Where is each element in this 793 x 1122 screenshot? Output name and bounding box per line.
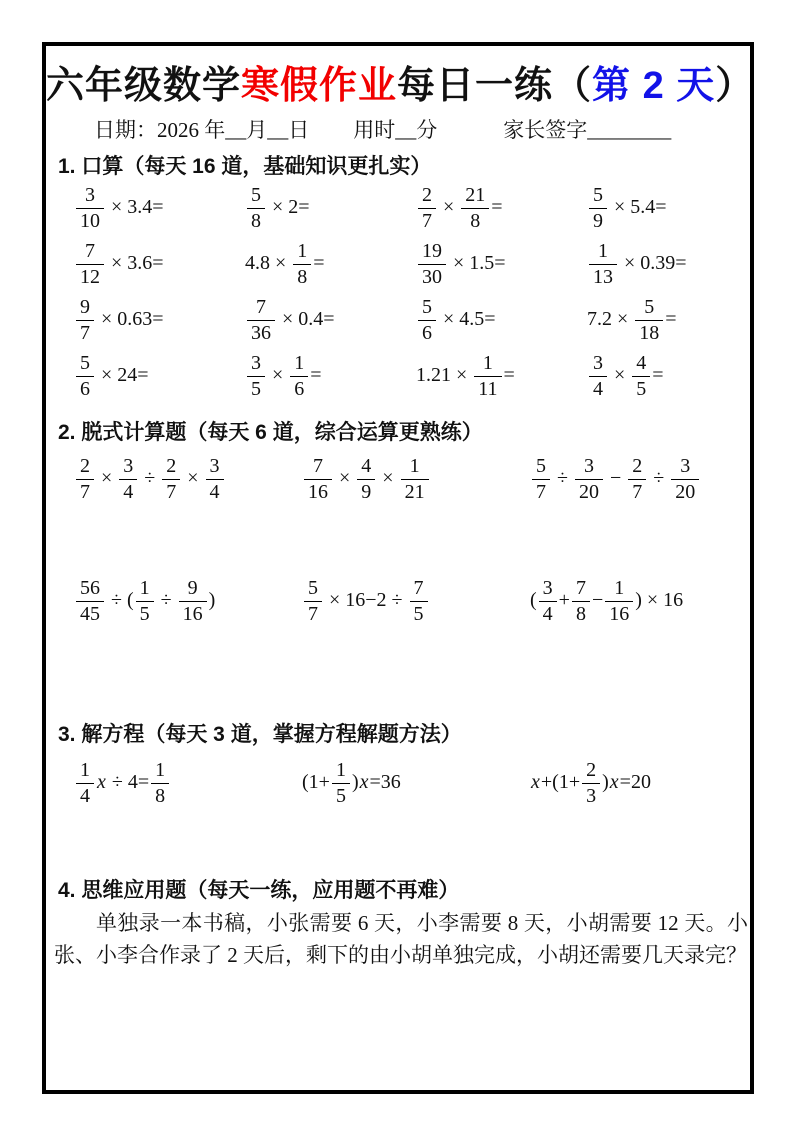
section-3-heading: 3. 解方程（每天 3 道，掌握方程解题方法） xyxy=(58,723,462,746)
math-problem: 4.8 × $\frac{1}{8}$ = xyxy=(245,239,325,288)
parent-signature-field: 家长签字________ xyxy=(503,118,672,142)
math-problem: 1.21 × $\frac{1}{11}$ = xyxy=(416,351,515,400)
title-segment-black: 每日一练（ xyxy=(397,65,593,107)
page-title xyxy=(46,54,755,109)
math-problem: $\frac{19}{30}$ × 1.5= xyxy=(402,236,573,292)
math-problem: $\frac{7}{36}$ × 0.4= xyxy=(231,292,402,348)
date-field: 日期：2026 年__月__日 xyxy=(94,118,310,142)
math-problem: x+(1+ $\frac{2}{3}$ )x=20 xyxy=(531,758,651,807)
stepwise-grid-row2 xyxy=(60,570,744,632)
worksheet-frame xyxy=(42,42,754,1094)
math-problem: $\frac{5}{7}$ × 16−2 ÷ $\frac{7}{5}$ xyxy=(288,570,516,632)
time-field: 用时__分 xyxy=(353,118,438,142)
math-problem: ( $\frac{3}{4}$ + $\frac{7}{8}$ − $\frac{1}{16}$ ) × 16 xyxy=(530,576,684,625)
stepwise-grid-row1 xyxy=(60,448,744,510)
word-problem-text: 单独录一本书稿，小张需要 6 天，小李需要 8 天，小胡需要 12 天。小张、小李合作录了 2 天后，剩下的由小胡单独完成，小胡还需要几天录完？ xyxy=(54,911,748,967)
math-problem: $\frac{7}{16}$ × $\frac{4}{9}$ × $\frac{1}{21}$ xyxy=(288,448,516,510)
math-problem: $\frac{2}{7}$ × $\frac{3}{4}$ ÷ $\frac{2}{7}$ × $\frac{3}{4}$ xyxy=(60,448,288,510)
section-1-heading: 1. 口算（每天 16 道，基础知识更扎实） xyxy=(58,155,432,178)
oral-calculation-grid xyxy=(60,180,744,404)
math-problem: $\frac{3}{10}$ × 3.4= xyxy=(60,180,231,236)
section-4-heading: 4. 思维应用题（每天一练，应用题不再难） xyxy=(58,879,460,902)
title-segment-red: 寒假作业 xyxy=(241,65,398,107)
math-problem: 7.2 × $\frac{5}{18}$ = xyxy=(587,295,677,344)
math-problem: $\frac{5}{8}$ × 2= xyxy=(231,180,402,236)
math-problem: $\frac{3}{5}$ × $\frac{1}{6}$ = xyxy=(231,348,402,404)
title-segment-black: 六年级数学 xyxy=(46,65,242,107)
header-fields-row xyxy=(46,114,750,144)
math-problem: $\frac{3}{4}$ × $\frac{4}{5}$ = xyxy=(573,348,744,404)
math-problem: (1+ $\frac{1}{5}$ )x=36 xyxy=(302,758,401,807)
math-problem: $\frac{56}{45}$ ÷ ( $\frac{1}{5}$ ÷ $\frac{9}{16}$ ) xyxy=(60,570,288,632)
math-problem: $\frac{5}{7}$ ÷ $\frac{3}{20}$ − $\frac{2}{7}$ ÷ $\frac{3}{20}$ xyxy=(516,448,744,510)
title-segment-black: ） xyxy=(715,65,755,107)
equations-grid xyxy=(60,752,744,814)
math-problem: $\frac{5}{6}$ × 24= xyxy=(60,348,231,404)
math-problem: $\frac{9}{7}$ × 0.63= xyxy=(60,292,231,348)
math-problem: $\frac{1}{4}$ x ÷ 4= $\frac{1}{8}$ xyxy=(60,752,288,814)
math-problem: $\frac{5}{6}$ × 4.5= xyxy=(402,292,573,348)
math-problem: $\frac{5}{9}$ × 5.4= xyxy=(573,180,744,236)
math-problem: $\frac{7}{12}$ × 3.6= xyxy=(60,236,231,292)
math-problem: $\frac{2}{7}$ × $\frac{21}{8}$ = xyxy=(402,180,573,236)
title-segment-blue: 第 2 天 xyxy=(592,65,716,107)
math-problem: $\frac{1}{13}$ × 0.39= xyxy=(573,236,744,292)
section-2-heading: 2. 脱式计算题（每天 6 道，综合运算更熟练） xyxy=(58,421,483,444)
